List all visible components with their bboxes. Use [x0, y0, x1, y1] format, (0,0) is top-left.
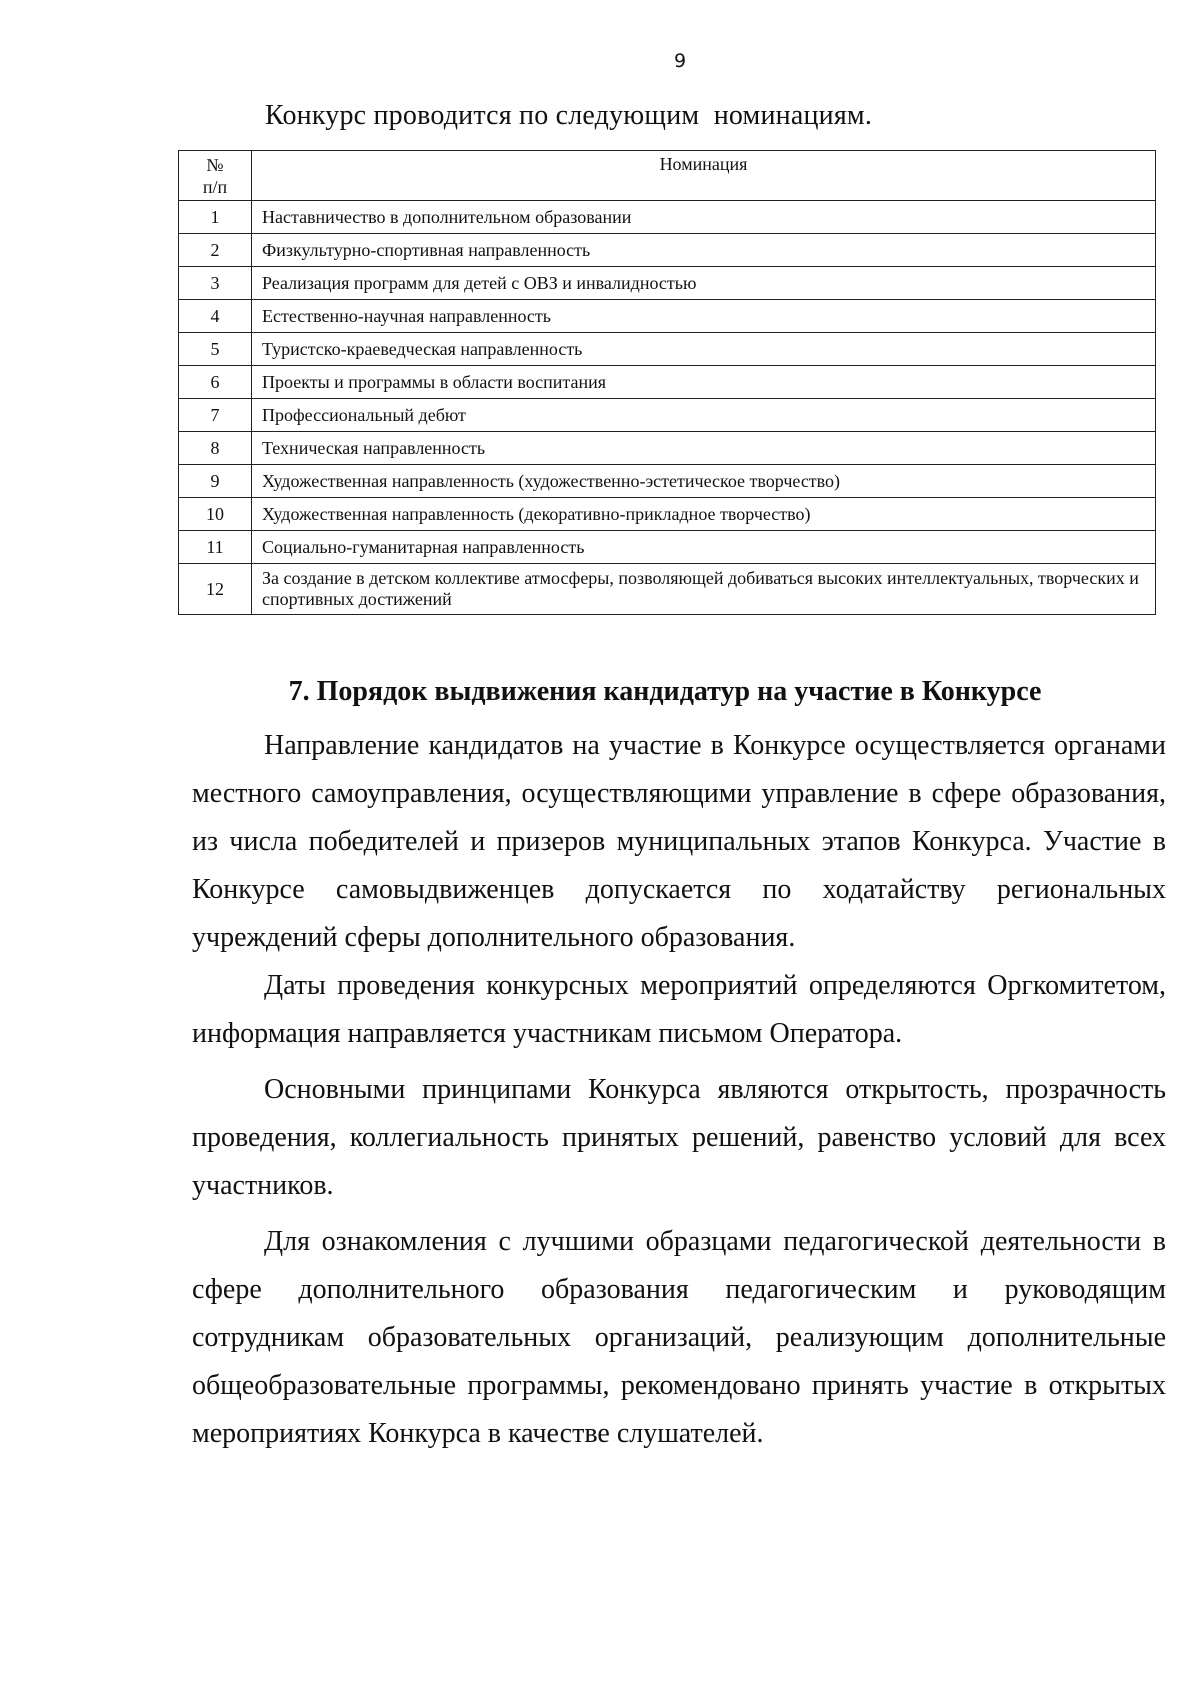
row-number: 10	[179, 498, 252, 531]
row-nomination: Физкультурно-спортивная направленность	[252, 234, 1156, 267]
row-number: 5	[179, 333, 252, 366]
nominations-table	[178, 150, 1156, 615]
paragraph: Для ознакомления с лучшими образцами педагогической деятельности в сфере дополнительного образования педагогическим и руководящим сотрудникам образовательных организаций, реализующим дополнительные общеобразовательные программы, рекомендовано принять участие в открытых мероприятиях Конкурса в качестве слушателей.	[192, 1226, 1166, 1449]
table-row	[179, 366, 1156, 399]
row-nomination: За создание в детском коллективе атмосферы, позволяющей добиваться высоких интеллектуальных, творческих и спортивных достижений	[252, 564, 1156, 615]
row-number: 6	[179, 366, 252, 399]
table-row	[179, 531, 1156, 564]
row-number: 3	[179, 267, 252, 300]
row-nomination: Техническая направленность	[252, 432, 1156, 465]
table-row	[179, 267, 1156, 300]
page-number: 9	[673, 50, 687, 72]
row-number: 2	[179, 234, 252, 267]
row-number: 4	[179, 300, 252, 333]
paragraph: Даты проведения конкурсных мероприятий определяются Оргкомитетом, информация направляется участникам письмом Оператора.	[192, 970, 1166, 1049]
row-number: 9	[179, 465, 252, 498]
row-nomination: Художественная направленность (художественно-эстетическое творчество)	[252, 465, 1156, 498]
row-number: 1	[179, 201, 252, 234]
row-nomination: Естественно-научная направленность	[252, 300, 1156, 333]
row-nomination: Туристско-краеведческая направленность	[252, 333, 1156, 366]
section-body	[192, 722, 1166, 1458]
row-number: 7	[179, 399, 252, 432]
row-nomination: Проекты и программы в области воспитания	[252, 366, 1156, 399]
row-nomination: Наставничество в дополнительном образовании	[252, 201, 1156, 234]
row-nomination: Реализация программ для детей с ОВЗ и инвалидностью	[252, 267, 1156, 300]
row-number: 12	[179, 564, 252, 615]
table-row	[179, 498, 1156, 531]
table-row	[179, 399, 1156, 432]
paragraph: Основными принципами Конкурса являются открытость, прозрачность проведения, коллегиальность принятых решений, равенство условий для всех участников.	[192, 1074, 1166, 1201]
row-nomination: Социально-гуманитарная направленность	[252, 531, 1156, 564]
table-header-row	[179, 151, 1156, 201]
column-header-number: № п/п	[179, 151, 252, 201]
column-header-nomination: Номинация	[252, 151, 1156, 201]
table-row	[179, 465, 1156, 498]
table-row	[179, 432, 1156, 465]
table-row	[179, 333, 1156, 366]
intro-text: Конкурс проводится по следующим номинациям.	[265, 100, 873, 131]
table-row	[179, 300, 1156, 333]
table-row	[179, 201, 1156, 234]
row-nomination: Художественная направленность (декоративно-прикладное творчество)	[252, 498, 1156, 531]
section-heading: 7. Порядок выдвижения кандидатур на участие в Конкурсе	[288, 676, 1042, 707]
table-row	[179, 234, 1156, 267]
row-number: 11	[179, 531, 252, 564]
row-nomination: Профессиональный дебют	[252, 399, 1156, 432]
row-number: 8	[179, 432, 252, 465]
table-row	[179, 564, 1156, 615]
paragraph: Направление кандидатов на участие в Конкурсе осуществляется органами местного самоуправления, осуществляющими управление в сфере образования, из числа победителей и призеров муниципальных этапов Конкурса. Участие в Конкурсе самовыдвиженцев допускается по ходатайству региональных учреждений сферы дополнительного образования.	[192, 730, 1166, 953]
